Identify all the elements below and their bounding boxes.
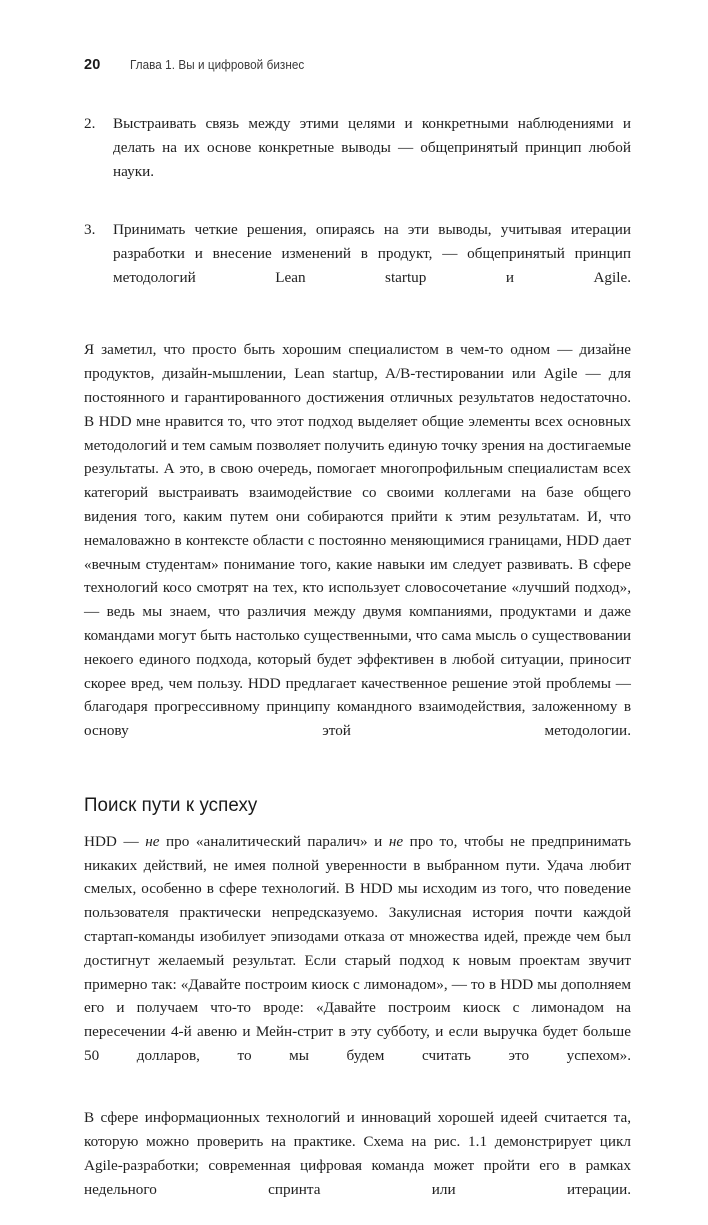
emphasis-text: не xyxy=(145,832,160,850)
page-content xyxy=(84,112,631,1225)
list-item-text: Принимать четкие решения, опираясь на эти выводы, учитывая итерации разработки и внесение изменений в продукт, — общепринятый принцип методологий Lean startup и Agile. xyxy=(113,221,631,286)
chapter-title: Глава 1. Вы и цифровой бизнес xyxy=(130,58,305,72)
section-heading: Поиск пути к успеху xyxy=(84,793,258,816)
body-paragraph xyxy=(84,830,631,1092)
emphasis-text: не xyxy=(388,832,404,850)
spacer xyxy=(84,324,631,338)
paragraph-segment: про «аналитический паралич» и xyxy=(159,832,389,850)
list-item xyxy=(84,218,631,313)
page-number: 20 xyxy=(84,57,101,73)
list-item-number: 2. xyxy=(84,115,96,132)
list-item-number: 3. xyxy=(84,221,96,239)
running-head xyxy=(84,57,630,73)
paragraph-segment: про то, чтобы не предпринимать никаких действий, не имея полной уверенности в выбранном пути. Удача любит смелых, особенно в сфере технологий. В HDD мы исходим из того, что поведение пользователя практически непредсказуемо. Закулисная история почти каждой стартап-команды изобилует эпизодами отказа от множества идей, прежде чем был достигнут желаемый результат. Если старый подход к новым проектам звучит примерно так: «Давайте построим киоск с лимонадом», — то в HDD мы дополняем его и получаем что-то вроде: «Давайте построим киоск с лимонадом на пересечении 4-й авеню и Мейн-стрит в эту субботу, и если выручка будет больше 50 долларов, то мы будем считать это успехом». xyxy=(84,832,631,1064)
body-paragraph: Я заметил, что просто быть хорошим специалистом в чем-то одном — дизайне продуктов, дизайн-мышлении, Lean startup, A/B-тестировании или Agile — для постоянного и гарантированного достижения отличных результатов недостаточно. В HDD мне нравится то, что этот подход выделяет общие элементы всех основных методологий и тем самым позволяет получить единую точку зрения на достигаемые результаты. А это, в свою очередь, помогает многопрофильным специалистам всех категорий выстраивать взаимодействие со своими коллегами на базе общего видения того, каким путем они собираются прийти к этим результатам. И, что немаловажно в контексте области с постоянно меняющимися границами, HDD дает «вечным студентам» понимание того, какие навыки им следует развивать. В сфере технологий косо смотрят на тех, кто использует словосочетание «лучший подход», — ведь мы знаем, что различия между двумя компаниями, продуктами и даже командами могут быть настолько существенными, что сама мысль о существовании некоего единого подхода, который будет эффективен в любой ситуации, приносит скорее вред, чем пользу. HDD предлагает качественное решение этой проблемы — благодаря прогрессивному принципу командного взаимодействия, заложенному в основу этой методологии. xyxy=(84,341,631,740)
body-paragraph: В сфере информационных технологий и инноваций хорошей идеей считается та, которую можно проверить на практике. Схема на рис. 1.1 демонстрирует цикл Agile-разработки; современная цифровая команда может пройти его в рамках недельного спринта или итерации. xyxy=(84,1109,631,1198)
list-item xyxy=(84,112,631,207)
list-item-text: Выстраивать связь между этими целями и конкретными наблюдениями и делать на их основе конкретные выводы — общепринятый принцип любой науки. xyxy=(113,115,631,180)
paragraph-segment: HDD — xyxy=(84,832,146,850)
numbered-list xyxy=(84,112,631,313)
